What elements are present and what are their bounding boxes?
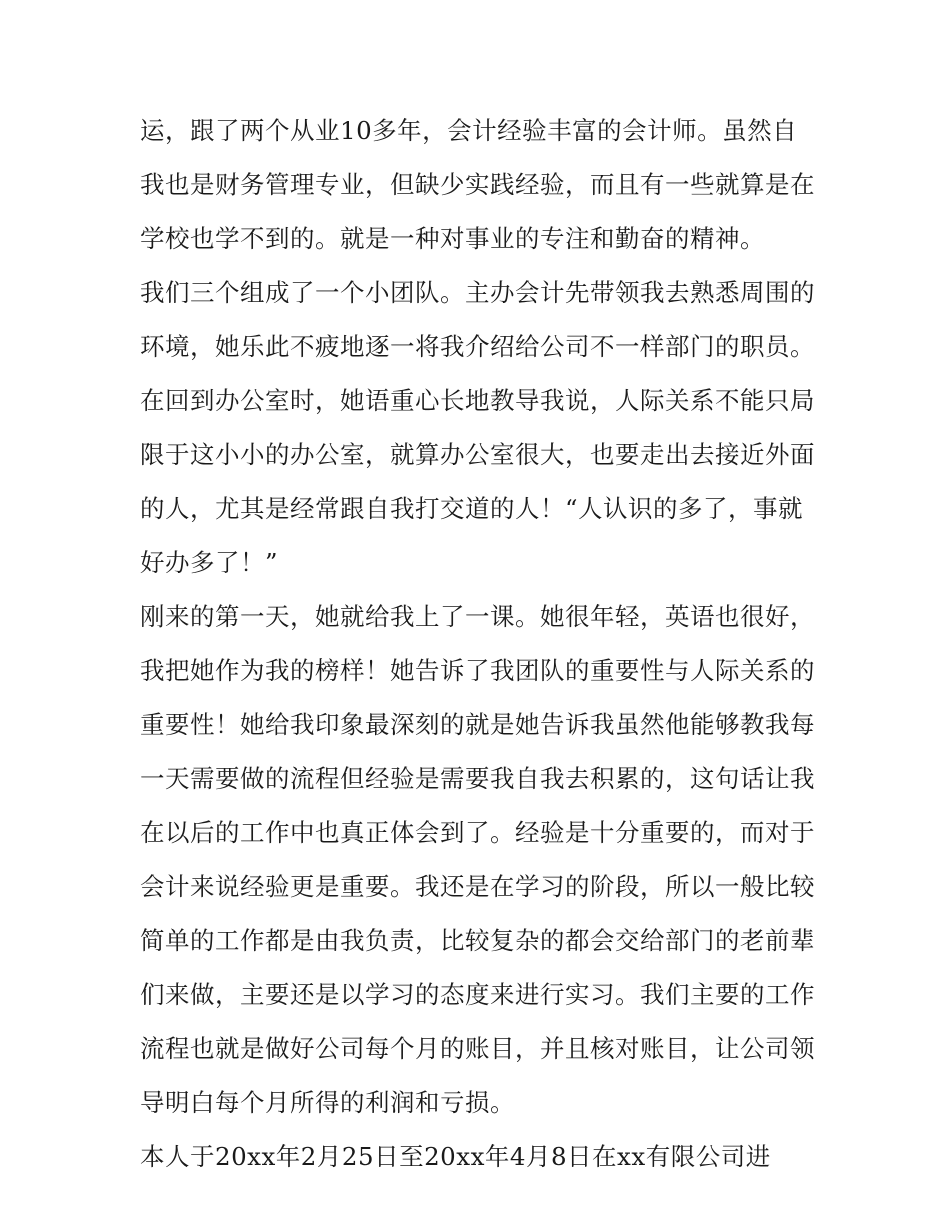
text-line: 我也是财务管理专业，但缺少实践经验，而且有一些就算是在 [140, 170, 815, 199]
text-line: 我们三个组成了一个小团队。主办会计先带领我去熟悉周围的 [140, 278, 815, 307]
text-line: 在以后的工作中也真正体会到了。经验是十分重要的，而对于 [140, 818, 815, 847]
text-line: 的人，尤其是经常跟自我打交道的人！“人认识的多了，事就 [140, 494, 804, 523]
text-line: 们来做，主要还是以学习的态度来进行实习。我们主要的工作 [140, 980, 815, 1009]
text-line: 流程也就是做好公司每个月的账目，并且核对账目，让公司领 [140, 1034, 815, 1063]
text-line: 重要性！她给我印象最深刻的就是她告诉我虽然他能够教我每 [140, 710, 815, 739]
body-text [140, 104, 820, 1184]
text-line: 我把她作为我的榜样！她告诉了我团队的重要性与人际关系的 [140, 656, 815, 685]
text-line: 刚来的第一天，她就给我上了一课。她很年轻，英语也很好， [140, 602, 815, 631]
text-line: 在回到办公室时，她语重心长地教导我说，人际关系不能只局 [140, 386, 815, 415]
text-line: 运，跟了两个从业10多年，会计经验丰富的会计师。虽然自 [140, 116, 798, 145]
text-line: 好办多了！” [140, 548, 279, 577]
text-line: 简单的工作都是由我负责，比较复杂的都会交给部门的老前辈 [140, 926, 815, 955]
text-line: 一天需要做的流程但经验是需要我自我去积累的，这句话让我 [140, 764, 815, 793]
text-line: 会计来说经验更是重要。我还是在学习的阶段，所以一般比较 [140, 872, 815, 901]
text-line: 学校也学不到的。就是一种对事业的专注和勤奋的精神。 [140, 224, 765, 253]
text-line: 环境，她乐此不疲地逐一将我介绍给公司不一样部门的职员。 [140, 332, 815, 361]
text-line: 导明白每个月所得的利润和亏损。 [140, 1088, 515, 1117]
text-line: 限于这小小的办公室，就算办公室很大，也要走出去接近外面 [140, 440, 815, 469]
text-line: 本人于20xx年2月25日至20xx年4月8日在xx有限公司进 [140, 1142, 771, 1171]
